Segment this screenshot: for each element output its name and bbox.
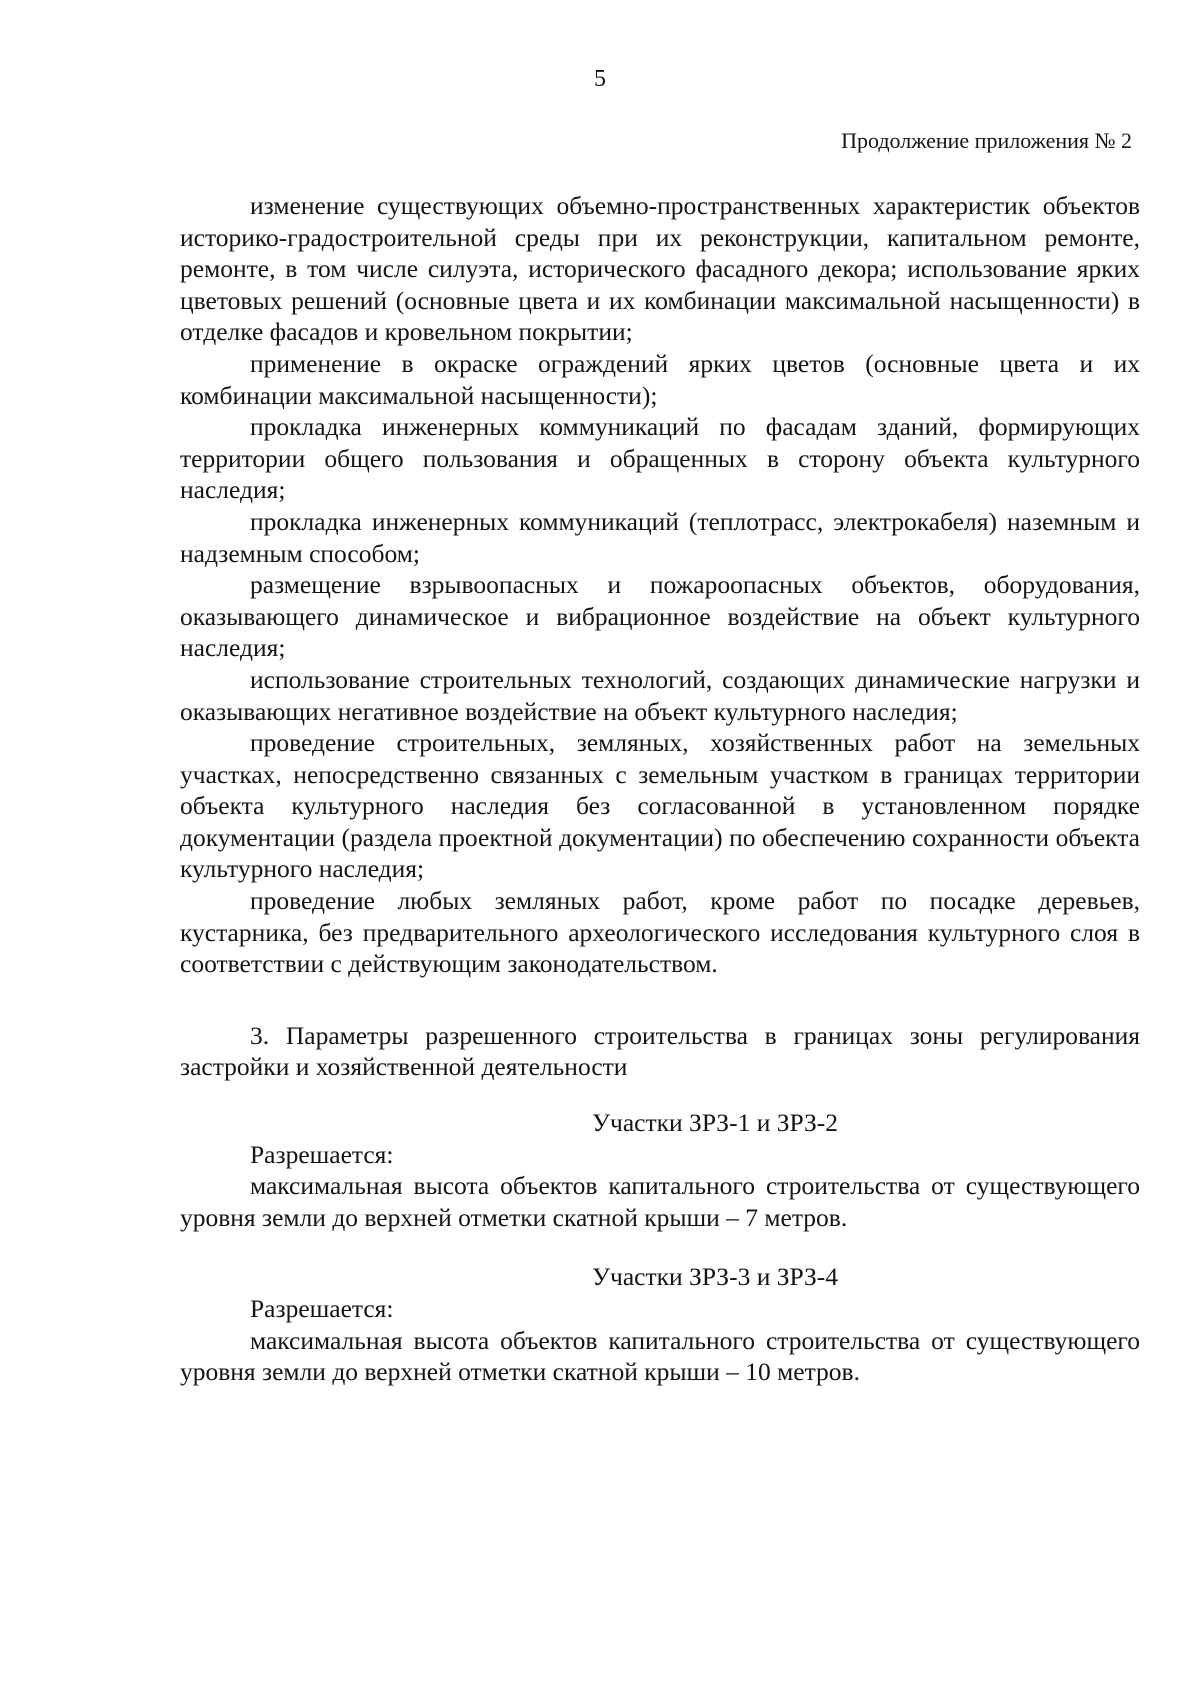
allowed-label: Разрешается: bbox=[250, 1139, 394, 1169]
prohibition-item: проведение строительных, земляных, хозяйственных работ на земельных участках, непосредственно связанных с земельным участком в границах территории объекта культурного наследия без согласованной в установленном порядке документации (раздела проектной документации) по обеспечению сохранности объекта культурного наследия; bbox=[180, 728, 1140, 884]
section-3-heading: 3. Параметры разрешенного строительства в границах зоны регулирования застройки и хозяйственной деятельности bbox=[180, 1020, 1140, 1082]
allowed-label: Разрешается: bbox=[250, 1294, 394, 1323]
plot-title: Участки ЗРЗ-3 и ЗРЗ-4 bbox=[591, 1262, 839, 1292]
prohibition-item: проведение любых земляных работ, кроме работ по посадке деревьев, кустарника, без предварительного археологического исследования культурного слоя в соответствии с действующим законодательством. bbox=[180, 886, 1140, 979]
appendix-note: Продолжение приложения № 2 bbox=[841, 128, 1132, 153]
prohibition-item: размещение взрывоопасных и пожароопасных объектов, оборудования, оказывающего динамическое и вибрационное воздействие на объект культурного наследия; bbox=[180, 570, 1140, 663]
prohibition-item: прокладка инженерных коммуникаций по фасадам зданий, формирующих территории общего пользования и обращенных в сторону объекта культурного наследия; bbox=[180, 412, 1140, 505]
prohibition-item: использование строительных технологий, создающих динамические нагрузки и оказывающих негативное воздействие на объект культурного наследия; bbox=[180, 664, 1140, 726]
plot-rule: максимальная высота объектов капитального строительства от существующего уровня земли до верхней отметки скатной крыши – 10 метров. bbox=[180, 1325, 1140, 1387]
prohibition-item: применение в окраске ограждений ярких цветов (основные цвета и их комбинации максимальной насыщенности); bbox=[180, 348, 1140, 410]
plot-rule: максимальная высота объектов капитального строительства от существующего уровня земли до верхней отметки скатной крыши – 7 метров. bbox=[180, 1171, 1140, 1232]
prohibition-item: изменение существующих объемно-пространственных характеристик объектов историко-градостроительной среды при их реконструкции, капитальном ремонте, ремонте, в том числе силуэта, исторического фасадного декора; использование ярких цветовых решений (основные цвета и их комбинации максимальной насыщенности) в отделке фасадов и кровельном покрытии; bbox=[180, 191, 1140, 347]
document-body bbox=[180, 190, 1140, 1388]
page-number: 5 bbox=[594, 66, 606, 92]
prohibition-item: прокладка инженерных коммуникаций (теплотрасс, электрокабеля) наземным и надземным способом; bbox=[180, 506, 1140, 568]
plot-title: Участки ЗРЗ-1 и ЗРЗ-2 bbox=[591, 1108, 839, 1138]
